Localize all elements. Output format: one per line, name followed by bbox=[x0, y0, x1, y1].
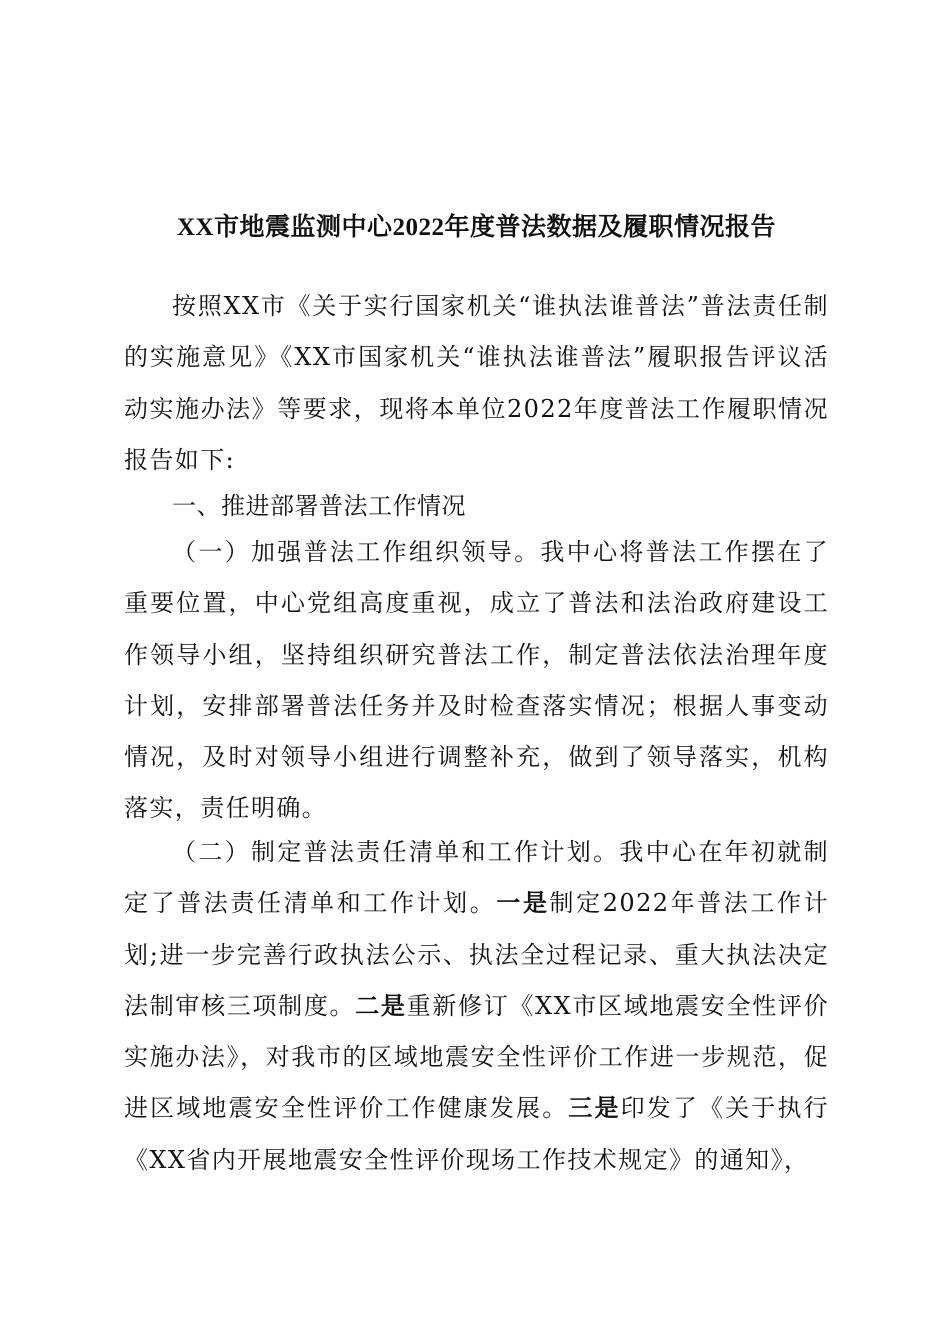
section-heading-1: 一、推进部署普法工作情况 bbox=[172, 492, 466, 520]
item-text-2: 重新修订《XX市区域地震安全性评价实施办法》，对我市的区域地震安全性评价工作进一步规范，促进区域地震安全性评价工作健康发展。 bbox=[124, 991, 829, 1123]
item-text-3: 印发了《关于执行《XX省内开展地震安全性评价现场工作技术规定》的通知》， bbox=[124, 1094, 829, 1174]
item-text-1: 制定2022年普法工作计划;进一步完善行政执法公示、执法全过程记录、重大执法决定法制审核三项制度。 bbox=[124, 889, 829, 1020]
subsection-2-lead: （二）制定普法责任清单和工作计划。我中心在年初就制定了普法责任清单和工作计划。 bbox=[124, 838, 829, 918]
document-title: XX市地震监测中心2022年度普法数据及履职情况报告 bbox=[176, 214, 777, 241]
item-marker-3: 三是 bbox=[568, 1094, 621, 1123]
item-marker-2: 二是 bbox=[355, 991, 407, 1020]
item-marker-1: 一是 bbox=[496, 889, 550, 918]
intro-paragraph: 按照XX市《关于实行国家机关“谁执法谁普法”普法责任制的实施意见》《XX市国家机关“谁执法谁普法”履职报告评议活动实施办法》等要求，现将本单位2022年度普法工作履职情况报告如下: bbox=[124, 292, 829, 474]
subsection-paragraph-1: （一）加强普法工作组织领导。我中心将普法工作摆在了重要位置，中心党组高度重视，成立了普法和法治政府建设工作领导小组，坚持组织研究普法工作，制定普法依法治理年度计划，安排部署普法任务并及时检查落实情况；根据人事变动情况，及时对领导小组进行调整补充，做到了领导落实，机构落实，责任明确。 bbox=[124, 538, 829, 823]
subsection-paragraph-2 bbox=[124, 827, 829, 1186]
